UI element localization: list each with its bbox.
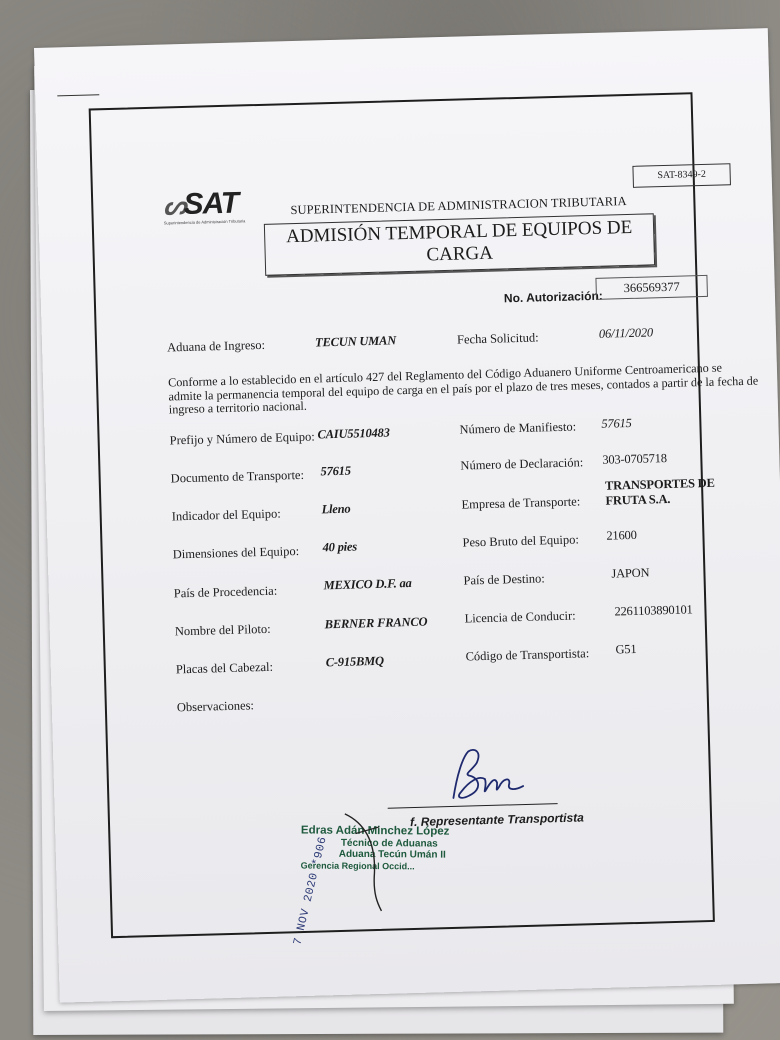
company-line-1: TRANSPORTES DE	[604, 475, 715, 493]
handwritten-signature	[438, 744, 530, 809]
field-value: CAIU5510483	[317, 425, 390, 442]
logo-subtext: Superintendencia de Administración Tributaria	[163, 218, 246, 226]
document-page	[34, 28, 780, 1003]
field-value: 57615	[601, 415, 632, 431]
fecha-value: 06/11/2020	[598, 325, 654, 341]
agency-name: SUPERINTENDENCIA DE ADMINISTRACION TRIBUTARIA	[290, 194, 627, 218]
stamp-line: Gerencia Regional Occid...	[300, 859, 415, 871]
title-line-1: ADMISIÓN TEMPORAL DE EQUIPOS DE	[285, 216, 633, 248]
company-line-2: FRUTA S.A.	[605, 491, 671, 508]
fecha-label: Fecha Solicitud:	[456, 330, 539, 347]
field-value: G51	[615, 641, 637, 657]
field-value: 21600	[606, 527, 637, 543]
legal-paragraph: Conforme a lo establecido en el artículo 427 del Reglamento del Código Aduanero Uniforme Centroamericano se admite la permanencia temporal del equipo de carga en el país por el plazo de tres meses, contados a partir de la fecha de ingreso a territorio nacional.	[167, 360, 759, 417]
field-label: Licencia de Conducir:	[464, 608, 576, 626]
stamp-line: Edras Adán Minchez López	[300, 824, 450, 838]
field-value: JAPON	[611, 565, 650, 581]
field-value: 2261103890101	[614, 602, 693, 619]
field-label: Dimensiones del Equipo:	[172, 544, 300, 562]
field-value: 57615	[320, 463, 352, 479]
field-value: MEXICO D.F. aa	[323, 575, 412, 593]
stamp-line: Aduana Tecún Umán II	[338, 848, 446, 861]
field-label: Número de Declaración:	[460, 455, 584, 473]
stamp-scribble	[335, 803, 398, 915]
field-label: Número de Manifiesto:	[459, 419, 577, 437]
field-label: Empresa de Transporte:	[461, 494, 581, 512]
signature-label: f. Representante Transportista	[409, 810, 585, 830]
field-label: Código de Transportista:	[465, 646, 590, 664]
field-label: Nombre del Piloto:	[174, 621, 271, 639]
form-code: SAT-8349-2	[632, 163, 731, 188]
date-stamp: 7 NOV 2020 *906	[291, 835, 330, 947]
observaciones-label: Observaciones:	[176, 698, 255, 715]
field-label: Peso Bruto del Equipo:	[462, 532, 580, 550]
authorization-label: No. Autorización:	[503, 288, 603, 306]
field-value: Lleno	[321, 501, 351, 517]
field-value: C-915BMQ	[325, 653, 385, 670]
page-mark	[57, 94, 99, 96]
aduana-label: Aduana de Ingreso:	[166, 337, 266, 355]
sat-logo: ᔕSAT Superintendencia de Administración Tributaria	[162, 186, 246, 226]
aduana-value: TECUN UMAN	[314, 333, 397, 350]
stamp-line: Técnico de Aduanas	[340, 837, 438, 850]
field-value: 40 pies	[322, 539, 358, 555]
field-label: Documento de Transporte:	[170, 467, 305, 486]
field-value: BERNER FRANCO	[324, 614, 428, 632]
field-label: País de Procedencia:	[173, 583, 278, 601]
title-line-2: CARGA	[426, 242, 494, 266]
form-frame	[89, 92, 759, 947]
document-title	[264, 213, 655, 276]
field-label: Placas del Cabezal:	[175, 659, 274, 677]
field-label: Prefijo y Número de Equipo:	[169, 429, 315, 448]
logo-swoosh-icon: ᔕ	[162, 189, 186, 221]
field-label: País de Destino:	[463, 571, 545, 588]
authorization-number: 366569377	[595, 275, 708, 300]
field-value	[605, 476, 715, 509]
field-value: 303-0705718	[602, 451, 667, 467]
field-label: Indicador del Equipo:	[171, 506, 281, 524]
